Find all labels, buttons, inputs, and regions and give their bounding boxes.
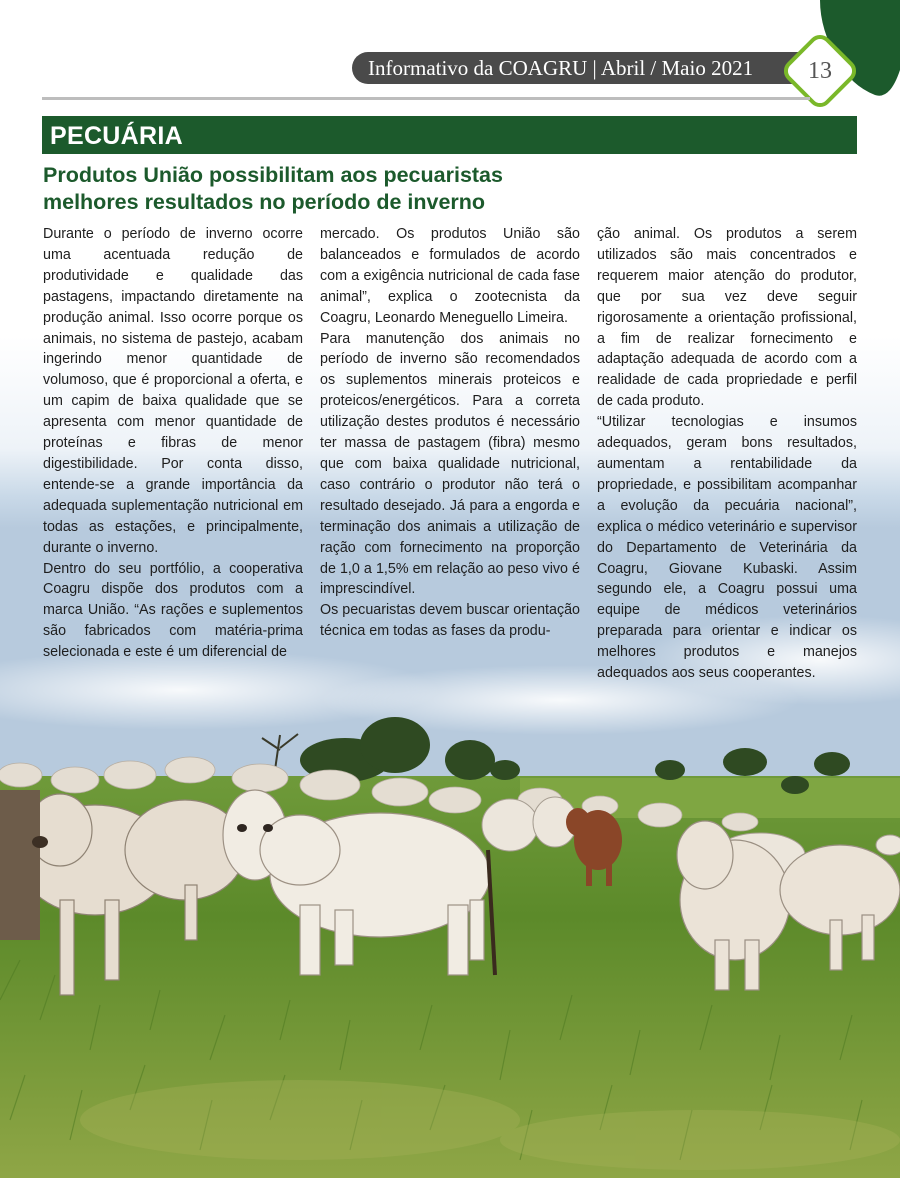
- paragraph: mercado. Os produtos União são balanceados e formulados de acordo com a exigência nutricional de cada fase animal”, explica o zootecnista da Coagru, Leonardo Meneguello Limeira.: [320, 226, 580, 326]
- paragraph: Durante o período de inverno ocorre uma acentuada redução de produtividade e qualidade das pastagens, impactando diretamente na produção animal. Isso ocorre porque os animais, no sistema de pastejo, acabam ingerindo menor quantidade de volumoso, que é proporcional a oferta, e um capim de baixa qualidade que se apresenta com menor quantidade de proteínas e fibras de menor digestibilidade. Por conta disso, entende-se a grande importância da adequada suplementação nutricional em todas as estações, e principalmente, durante o inverno.: [43, 226, 303, 556]
- article-column-1: [43, 224, 303, 663]
- publication-title: Informativo da COAGRU | Abril / Maio 2021: [368, 56, 754, 80]
- paragraph: Para manutenção dos animais no período de inverno são recomendados os suplementos minerais proteicos e proteicos/energéticos. Para a correta utilização destes produtos é necessário ter massa de pastagem (fibra) mesmo que com baixa qualidade nutricional, caso contrário o produtor não terá o resultado desejado. Já para a engorda e terminação dos animais a utilização de ração com fornecimento na proporção de 1,0 a 1,5% em relação ao peso vivo é imprescindível.: [320, 330, 580, 598]
- paragraph: ção animal. Os produtos a serem utilizados são mais concentrados e requerem maior atenção do produtor, que por sua vez deve seguir rigorosamente a orientação profissional, a fim de realizar fornecimento e adaptação adequada de acordo com a realidade de cada propriedade e perfil de cada produto.: [597, 226, 857, 410]
- section-label: PECUÁRIA: [50, 122, 183, 150]
- header-divider: [42, 97, 810, 100]
- article-column-2: [320, 224, 580, 642]
- paragraph: Os pecuaristas devem buscar orientação técnica em todas as fases da produ-: [320, 602, 580, 640]
- paragraph: Dentro do seu portfólio, a cooperativa Coagru dispõe dos produtos com a marca União. “As rações e suplementos são fabricados com matéria-prima selecionada e este é um diferencial de: [43, 560, 303, 661]
- article-column-3: [597, 224, 857, 684]
- article-headline: Produtos União possibilitam aos pecuaristas melhores resultados no período de inverno: [43, 163, 503, 214]
- page-number: 13: [808, 58, 832, 84]
- paragraph: “Utilizar tecnologias e insumos adequados, geram bons resultados, aumentam a rentabilidade da propriedade, e possibilitam acompanhar a evolução da pecuária nacional”, explica o médico veterinário e supervisor do Departamento de Veterinária da Coagru, Giovane Kubaski. Assim segundo ele, a Coagru possui uma equipe de médicos veterinários preparada para orientar e indicar os melhores produtos e manejos adequados aos seus cooperantes.: [597, 414, 857, 682]
